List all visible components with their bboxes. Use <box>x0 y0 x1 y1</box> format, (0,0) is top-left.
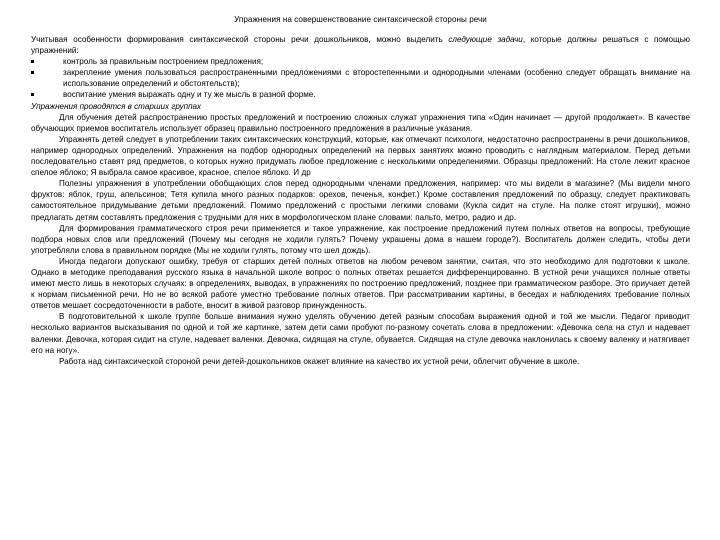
list-item <box>31 67 690 89</box>
intro-paragraph <box>31 34 690 56</box>
list-item <box>31 89 690 100</box>
intro-text-after-italic: , которые должны решаться с помощью упражнений: <box>31 35 691 56</box>
intro-text-before-italic: Учитывая особенности формирования синтаксической стороны речи дошкольников, можно выделить <box>31 35 449 44</box>
list-item <box>31 56 690 67</box>
list-item-label: воспитание умения выражать одну и ту же мысль в разной форме. <box>63 90 316 100</box>
body-paragraph-4: Для формирования грамматического строя речи применяется и такое упражнение, как построение предложений путем полных ответов на вопросы, требующие подбора новых слов или предложений (Почему мы сегодня не ходили гулять? Почему украшены дома в нашем городе?). Воспитатель должен следить, чтобы дети употребляли слова в правильном порядке (Мы не ходили гулять, потому что шел дождь). <box>31 223 690 255</box>
body-paragraph-5: Иногда педагоги допускают ошибку, требуя от старших детей полных ответов на любом речевом занятии, считая, что это необходимо для подготовки к школе. Однако в методике преподавания русского языка в начальной школе вопрос о полных ответах решается дифференцированно. В устной речи учащихся полные ответы имеют место лишь в некоторых случаях: в определениях, выводах, в упражнениях по построению предложений, позднее при грамматическом разборе. Это приучает детей к нормам письменной речи. Но не во всякой работе уместно требование полных ответов. При рассматривании картины, в беседах и наблюдениях требование полных ответов мешает сосредоточенности в работе, вносит в живой разговор принужденность. <box>31 256 690 311</box>
list-item-label: контроль за правильным построением предложения; <box>63 57 264 67</box>
italic-note: Упражнения проводятся в старших группах <box>31 101 202 111</box>
bullet-square-icon <box>31 93 34 96</box>
task-list <box>31 56 690 100</box>
body-paragraph-7: Работа над синтаксической стороной речи детей-дошкольников окажет влияние на качество их устной речи, облегчит обучение в школе. <box>59 356 580 366</box>
intro-emphasis: следующие задачи <box>448 35 523 44</box>
bullet-square-icon <box>31 60 34 63</box>
body-paragraph-1: Для обучения детей распространению простых предложений и построению сложных служат упражнения типа «Один начинает — другой продолжает». В качестве обучающих приемов воспитатель использует образец правильно построенного предложения в различные указания. <box>31 112 690 133</box>
body-paragraph-3: Полезны упражнения в употреблении обобщающих слов перед однородными членами предложения, например: что мы видели в магазине? (Мы видели много фруктов: яблок, груш, апельсинов; Тетя купила много разных подарков: орехов, печенья, конфет.) Кроме составления предложений по образцу, следует практиковать самостоятельное придумывание детьми предложений. Помимо предложений с простыми легкими словами (Кукла сидит на стуле. На полке стоят игрушки), можно предлагать детям составлять предложения с трудными для них в морфологическом плане словами: пальто, метро, радио и др. <box>31 179 690 222</box>
list-item-label: закрепление умения пользоваться распространенными предложениями с второстепенными и однородными членами (особенно следует обращать внимание на использование определений и обстоятельств); <box>63 68 690 89</box>
body-paragraph-6: В подготовительной к школе группе больше внимания нужно уделять обучению детей разным способам выражения одной и той же мысли. Педагог приводит несколько вариантов высказывания по одной и той же картинке, затем дети сами пробуют по-разному сочетать слова в предложении: «Девочка села на стул и надевает валенки. Девочка, которая сидит на стуле, надевает валенки. Девочка, сидящая на стуле, обувается. Сидящая на стуле девочка наклонилась к своему валенку и натягивает его на ногу». <box>31 312 690 355</box>
page-title: Упражнения на совершенствование синтаксической стороны речи <box>234 15 487 24</box>
bullet-square-icon <box>31 71 34 74</box>
body-paragraph-2: Упражнять детей следует в употреблении таких синтаксических конструкций, которые, как отмечают психологи, недостаточно распространены в речи дошкольников, например однородных определений. Упражнения на подбор однородных определений на первых занятиях можно проводить с наглядным материалом. Перед детьми последовательно ставят ряд предметов, о которых нужно придумать любое предложение с несколькими определениями. Образцы предложений: На столе лежит красное спелое яблоко; Я выбрала самое красивое, красное, спелое яблоко. И др <box>31 134 690 178</box>
